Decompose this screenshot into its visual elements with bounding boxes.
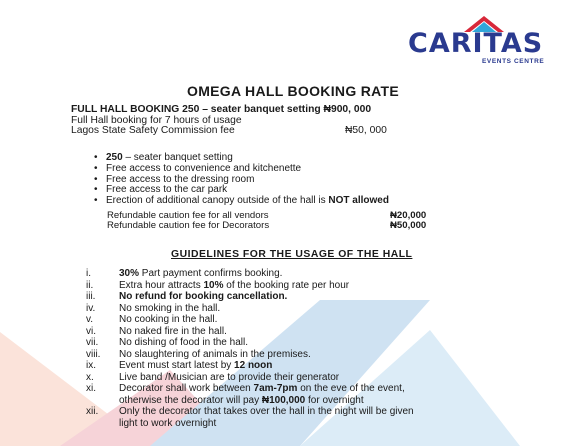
guideline-text: [119, 291, 287, 302]
caution-label: Refundable caution fee for Decorators: [107, 220, 270, 231]
guideline-text: [119, 268, 282, 279]
guideline-text: [119, 360, 272, 371]
guideline-continuation: [119, 418, 414, 430]
full-hall-setting: – seater banquet setting: [199, 104, 324, 115]
guideline-part: Only the decorator that takes over the hall in the night will be given: [119, 406, 414, 417]
guideline-number: vii.: [86, 337, 99, 348]
guideline-part: No naked fire in the hall.: [119, 325, 227, 337]
full-hall-rate: [71, 104, 371, 115]
logo-wordmark: CARITAS: [408, 28, 544, 59]
feature-text: Free access to the dressing room: [106, 173, 255, 185]
guideline-part: ₦100,000: [261, 394, 306, 406]
guideline-number: ix.: [86, 360, 96, 371]
duration-line: Full Hall booking for 7 hours of usage: [71, 115, 242, 126]
caution-label: Refundable caution fee for all vendors: [107, 210, 269, 221]
guideline-item: [86, 372, 414, 384]
guideline-part: Decorator shall work between: [119, 383, 254, 394]
guidelines-list: [86, 268, 414, 429]
guideline-part: otherwise the decorator will pay: [119, 394, 262, 406]
guideline-text: [119, 406, 414, 417]
guideline-text: [119, 383, 405, 394]
guideline-number: v.: [86, 314, 94, 325]
full-hall-price: ₦900, 000: [323, 104, 372, 115]
guideline-text: [119, 280, 349, 291]
guideline-number: vi.: [86, 325, 96, 337]
guideline-part: 30%: [119, 268, 140, 279]
guideline-number: ii.: [86, 279, 94, 291]
guideline-part: Live band /Musician are to provide their generator: [119, 371, 340, 383]
guideline-number: xii.: [86, 406, 99, 417]
guideline-item: [86, 406, 414, 429]
guideline-item: [86, 268, 414, 280]
caution-amount: ₦50,000: [390, 220, 427, 231]
guideline-part: for overnight: [305, 394, 364, 406]
guideline-continuation: [119, 395, 414, 407]
guideline-number: i.: [86, 268, 91, 279]
safety-fee-label: Lagos State Safety Commission fee: [71, 125, 235, 136]
guideline-part: 12 noon: [234, 360, 273, 371]
guideline-item: [86, 383, 414, 406]
feature-text: Erection of additional canopy outside of the hall is: [106, 195, 329, 207]
guideline-item: [86, 360, 414, 372]
feature-bold-tail: NOT allowed: [328, 195, 389, 207]
caution-fees: [107, 211, 467, 231]
guideline-text: [119, 349, 311, 360]
guideline-part: 10%: [203, 279, 224, 291]
guideline-part: 7am-7pm: [253, 383, 298, 394]
feature-bold: 250: [106, 152, 123, 163]
features-list: [92, 153, 389, 207]
feature-text: – seater banquet setting: [122, 152, 233, 163]
guideline-number: viii.: [86, 348, 101, 360]
guideline-number: iii.: [86, 291, 96, 302]
guideline-part: Extra hour attracts: [119, 279, 204, 291]
caution-row: [107, 221, 467, 231]
guideline-part: No smoking in the hall.: [119, 302, 221, 314]
feature-text: Free access to convenience and kitchenette: [106, 162, 302, 174]
full-hall-label: FULL HALL BOOKING 250: [71, 104, 200, 115]
guideline-text: [119, 337, 248, 348]
guideline-item: [86, 303, 414, 315]
feature-item: [92, 196, 389, 207]
guideline-part: light to work overnight: [119, 417, 217, 429]
guideline-part: No refund for booking cancellation.: [119, 291, 288, 302]
guideline-item: [86, 280, 414, 292]
page-title: OMEGA HALL BOOKING RATE: [187, 83, 399, 99]
guideline-item: [86, 326, 414, 338]
guideline-part: Part payment confirms booking.: [139, 268, 283, 279]
guideline-number: iv.: [86, 302, 96, 314]
guideline-number: xi.: [86, 383, 96, 394]
guideline-item: [86, 337, 414, 349]
guideline-text: [119, 303, 220, 314]
safety-fee-row: [71, 125, 471, 136]
guideline-item: [86, 314, 414, 326]
guideline-number: x.: [86, 371, 94, 383]
guideline-part: No dishing of food in the hall.: [119, 337, 248, 348]
caritas-logo: [408, 14, 568, 64]
guideline-text: [119, 314, 217, 325]
guideline-part: No cooking in the hall.: [119, 314, 218, 325]
caution-amount: ₦20,000: [390, 210, 427, 221]
guidelines-heading: GUIDELINES FOR THE USAGE OF THE HALL: [171, 249, 413, 260]
guideline-item: [86, 349, 414, 361]
guideline-part: No slaughtering of animals in the premises.: [119, 348, 311, 360]
guideline-text: [119, 372, 339, 383]
guideline-part: of the booking rate per hour: [223, 279, 350, 291]
guideline-part: Event must start latest by: [119, 360, 235, 371]
guideline-item: [86, 291, 414, 303]
guideline-part: on the eve of the event,: [297, 383, 405, 394]
feature-text: Free access to the car park: [106, 184, 228, 196]
logo-tagline: EVENTS CENTRE: [482, 58, 545, 65]
safety-fee-amount: ₦50, 000: [345, 125, 387, 136]
guideline-text: [119, 326, 227, 337]
